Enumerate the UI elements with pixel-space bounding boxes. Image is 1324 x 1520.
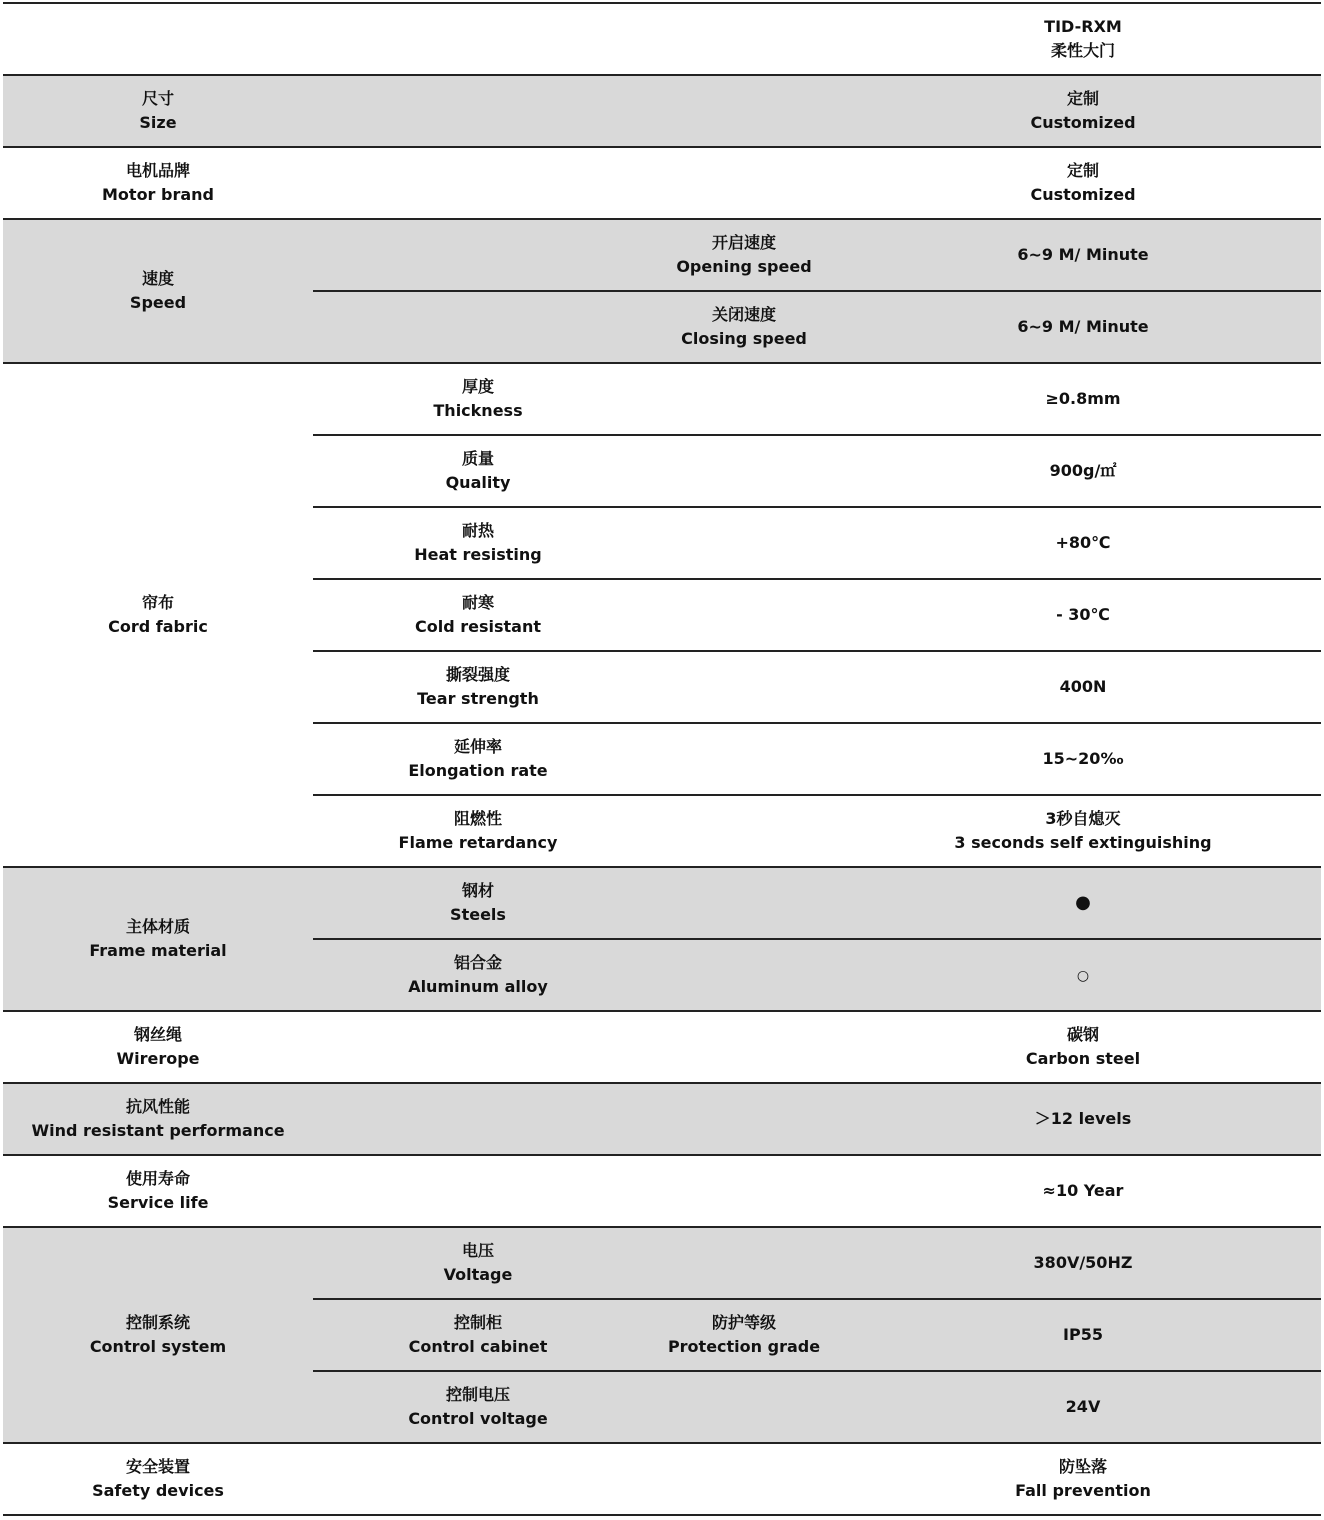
cabinet-label-en: Control cabinet [408, 1337, 548, 1356]
cabinet-label [313, 1299, 643, 1371]
aluminum-value [845, 939, 1321, 1011]
flame-empty [643, 795, 845, 867]
wind-value: ＞12 levels [845, 1083, 1321, 1155]
spec-sheet [3, 2, 1321, 1516]
control-voltage-value: 24V [845, 1371, 1321, 1443]
life-label [3, 1155, 313, 1227]
flame-value-cn: 3秒自熄灭 [1045, 809, 1121, 828]
product-name: 柔性大门 [1050, 41, 1115, 60]
heat-value: +80℃ [845, 507, 1321, 579]
tear-label-en: Tear strength [417, 689, 539, 708]
opening-speed-label [643, 219, 845, 291]
wirerope-value-en: Carbon steel [1025, 1049, 1141, 1068]
cold-value: - 30℃ [845, 579, 1321, 651]
wirerope-value [845, 1011, 1321, 1083]
flame-value-en: 3 seconds self extinguishing [954, 833, 1212, 852]
size-label-cn: 尺寸 [141, 89, 174, 108]
flame-label-cn: 阻燃性 [453, 809, 502, 828]
quality-value: 900g/㎡ [845, 435, 1321, 507]
hollow-circle-icon: ○ [1076, 967, 1090, 984]
motor-value-cn: 定制 [1066, 161, 1099, 180]
thickness-value: ≥0.8mm [845, 363, 1321, 435]
control-voltage-label-cn: 控制电压 [445, 1385, 510, 1404]
steels-label-en: Steels [450, 905, 506, 924]
safety-value [845, 1443, 1321, 1515]
safety-empty [313, 1443, 845, 1515]
size-value [845, 75, 1321, 147]
fabric-label [3, 363, 313, 867]
size-value-en: Customized [1030, 113, 1136, 132]
elongation-label [313, 723, 643, 795]
filled-dot-icon: ● [1075, 892, 1091, 913]
flame-label-en: Flame retardancy [398, 833, 558, 852]
wind-label-en: Wind resistant performance [31, 1121, 285, 1140]
control-voltage-empty [643, 1371, 845, 1443]
heat-label-cn: 耐热 [461, 521, 494, 540]
aluminum-label-cn: 铝合金 [453, 953, 502, 972]
cold-label-cn: 耐寒 [461, 593, 494, 612]
control-voltage-row [3, 1227, 1321, 1299]
life-row [3, 1155, 1321, 1227]
voltage-label [313, 1227, 643, 1299]
voltage-label-cn: 电压 [461, 1241, 494, 1260]
cold-label-en: Cold resistant [415, 617, 541, 636]
closing-speed-label-cn: 关闭速度 [711, 305, 776, 324]
model-code: TID-RXM [1044, 17, 1122, 36]
aluminum-label [313, 939, 643, 1011]
tear-empty [643, 651, 845, 723]
motor-label-cn: 电机品牌 [125, 161, 190, 180]
wirerope-row [3, 1011, 1321, 1083]
voltage-empty [643, 1227, 845, 1299]
size-value-cn: 定制 [1066, 89, 1099, 108]
closing-speed-value: 6~9 M/ Minute [845, 291, 1321, 363]
motor-empty [313, 147, 845, 219]
life-value: ≈10 Year [845, 1155, 1321, 1227]
opening-speed-label-en: Opening speed [676, 257, 812, 276]
control-label [3, 1227, 313, 1443]
wirerope-label-en: Wirerope [116, 1049, 200, 1068]
life-label-en: Service life [107, 1193, 209, 1212]
wind-empty [313, 1083, 845, 1155]
speed-label-en: Speed [129, 293, 187, 312]
motor-value-en: Customized [1030, 185, 1136, 204]
cold-label [313, 579, 643, 651]
quality-label [313, 435, 643, 507]
aluminum-label-en: Aluminum alloy [408, 977, 548, 996]
voltage-label-en: Voltage [443, 1265, 513, 1284]
thickness-empty [643, 363, 845, 435]
wind-label [3, 1083, 313, 1155]
quality-label-cn: 质量 [461, 449, 494, 468]
motor-row [3, 147, 1321, 219]
heat-label [313, 507, 643, 579]
header-row [3, 3, 1321, 75]
wirerope-label [3, 1011, 313, 1083]
steels-empty [643, 867, 845, 939]
control-voltage-label-en: Control voltage [408, 1409, 548, 1428]
fabric-thickness-row [3, 363, 1321, 435]
closing-speed-label [643, 291, 845, 363]
safety-value-cn: 防坠落 [1058, 1457, 1107, 1476]
closing-speed-label-en: Closing speed [681, 329, 807, 348]
heat-label-en: Heat resisting [414, 545, 542, 564]
opening-speed-value: 6~9 M/ Minute [845, 219, 1321, 291]
wind-label-cn: 抗风性能 [125, 1097, 190, 1116]
safety-value-en: Fall prevention [1015, 1481, 1151, 1500]
spec-table [3, 2, 1321, 1516]
cold-empty [643, 579, 845, 651]
speed-closing-empty [313, 291, 643, 363]
speed-opening-row [3, 219, 1321, 291]
header-empty-cell [3, 3, 845, 75]
wirerope-label-cn: 钢丝绳 [133, 1025, 182, 1044]
protection-grade-value: IP55 [845, 1299, 1321, 1371]
steels-label [313, 867, 643, 939]
header-model-cell [845, 3, 1321, 75]
frame-steels-row [3, 867, 1321, 939]
size-label [3, 75, 313, 147]
control-voltage-label [313, 1371, 643, 1443]
steels-value [845, 867, 1321, 939]
elongation-label-cn: 延伸率 [453, 737, 502, 756]
frame-label-cn: 主体材质 [125, 917, 190, 936]
frame-label [3, 867, 313, 1011]
steels-label-cn: 钢材 [461, 881, 494, 900]
voltage-value: 380V/50HZ [845, 1227, 1321, 1299]
safety-label [3, 1443, 313, 1515]
life-label-cn: 使用寿命 [125, 1169, 190, 1188]
tear-label-cn: 撕裂强度 [445, 665, 510, 684]
motor-value [845, 147, 1321, 219]
opening-speed-label-cn: 开启速度 [711, 233, 776, 252]
protection-grade-label-cn: 防护等级 [711, 1313, 776, 1332]
wirerope-empty [313, 1011, 845, 1083]
fabric-label-en: Cord fabric [108, 617, 208, 636]
protection-grade-label [643, 1299, 845, 1371]
size-empty [313, 75, 845, 147]
life-empty [313, 1155, 845, 1227]
protection-grade-label-en: Protection grade [667, 1337, 821, 1356]
speed-opening-empty [313, 219, 643, 291]
frame-label-en: Frame material [89, 941, 227, 960]
motor-label [3, 147, 313, 219]
motor-label-en: Motor brand [102, 185, 214, 204]
safety-label-cn: 安全装置 [125, 1457, 190, 1476]
elongation-empty [643, 723, 845, 795]
safety-label-en: Safety devices [92, 1481, 224, 1500]
thickness-label-en: Thickness [433, 401, 523, 420]
thickness-label [313, 363, 643, 435]
elongation-label-en: Elongation rate [408, 761, 548, 780]
wirerope-value-cn: 碳钢 [1066, 1025, 1099, 1044]
control-label-cn: 控制系统 [125, 1313, 190, 1332]
quality-empty [643, 435, 845, 507]
heat-empty [643, 507, 845, 579]
speed-label [3, 219, 313, 363]
wind-row [3, 1083, 1321, 1155]
quality-label-en: Quality [445, 473, 511, 492]
safety-row [3, 1443, 1321, 1515]
elongation-value: 15~20‰ [845, 723, 1321, 795]
tear-value: 400N [845, 651, 1321, 723]
aluminum-empty [643, 939, 845, 1011]
speed-label-cn: 速度 [141, 269, 174, 288]
fabric-label-cn: 帘布 [141, 593, 174, 612]
control-label-en: Control system [89, 1337, 227, 1356]
flame-label [313, 795, 643, 867]
size-row [3, 75, 1321, 147]
flame-value [845, 795, 1321, 867]
cabinet-label-cn: 控制柜 [453, 1313, 502, 1332]
size-label-en: Size [139, 113, 177, 132]
thickness-label-cn: 厚度 [461, 377, 494, 396]
tear-label [313, 651, 643, 723]
